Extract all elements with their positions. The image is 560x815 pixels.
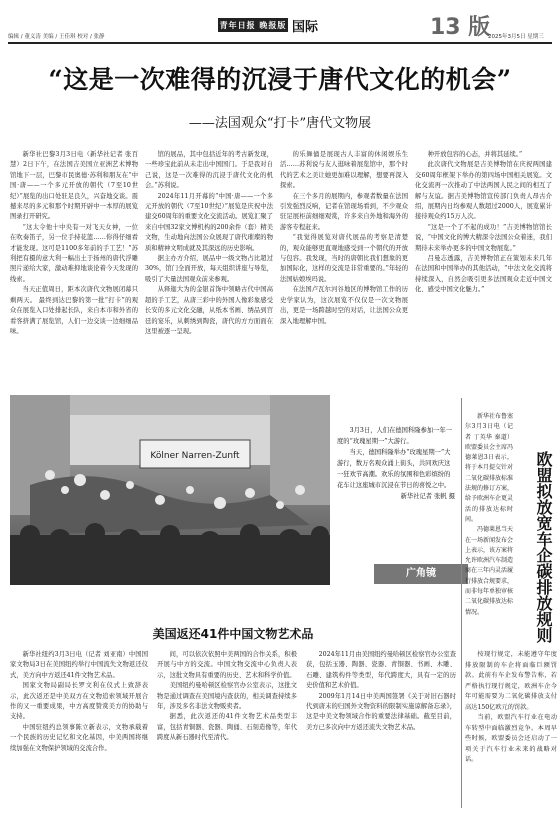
section-name: 国际 xyxy=(292,20,319,35)
page-header xyxy=(8,6,552,40)
article2-column-3 xyxy=(306,650,456,810)
paragraph: 2024年11月由美国纽约曼哈顿区检察官办公室查获，包括玉器、陶器、瓷器、青铜器、书画、木雕、石雕、建筑构件等类型，年代跨度大，具有一定的历史价值和艺术价值。 xyxy=(306,651,456,690)
paragraph: 美国纽约曼哈顿区检察官办公室表示，这批文物是通过调查在美国境内查获的，相关调查持续多年，涉及多名非法文物贩卖者。 xyxy=(157,682,297,711)
caption-line: 当天，德国科隆举办“玫瑰星期一”大游行，数万名观众涌上街头，共同欢庆这一狂欢节高潮。欢乐的氛围和色彩缤纷的花车让这座城市沉浸在节日的喜悦之中。 xyxy=(337,449,451,489)
caption-line: 3月3日，人们在德国科隆参加一年一度的“玫瑰星期一”大游行。 xyxy=(337,427,453,445)
lead-column-4 xyxy=(415,150,552,385)
column-tag: 广角镜 xyxy=(374,564,468,584)
paragraph: 据主办方介绍，展品中一级文物占比超过30%，馆门全面开放，每天组织讲座与导览，吸引了大量法国观众前来参观。 xyxy=(145,255,273,283)
paragraph: 此次唐代文物展是吉美博物馆在庆祝两国建交60周年框架下举办的第四场中国相关展览。文化交流再一次推动了中法两国人民之间的相互了解与友谊。据吉美博物馆宣传部门负责人昂古介绍，展期内日均参观人数超过2000人，展览累计接待观众约15万人次。 xyxy=(415,161,552,221)
paragraph: 种开放包容的心态，并将其延续。” xyxy=(427,151,523,158)
paragraph: 新华社纽约3月3日电（记者 刘亚南）中国国家文物局3日在美国纽约举行中国流失文物返还仪式，美方向中方返还41件文物艺术品。 xyxy=(10,651,148,679)
paragraph: 2009年1月14日中美两国签署《关于对旧石器时代到唐末的归国外文物资料的限制实施谅解备忘录》，这是中美文物领域合作的重要法律基础。截至目前，美方已多次向中方返还流失文物艺术品。 xyxy=(306,692,456,731)
lead-column-3 xyxy=(280,150,408,385)
paragraph: 的乐舞俑是展现古人丰富的休闲娱乐生活……苏利说与友人逛咏着展览馆中，那个时代的艺术之美让她更加难以理解，想要再深入探索。 xyxy=(280,151,408,190)
lead-column-2 xyxy=(145,150,273,385)
paragraph: 中国驻纽约总领事陈立新表示，文物承载着一个民族的历史记忆和文化基因，中美两国将继续加强在文物保护领域的交流合作。 xyxy=(10,723,148,752)
paragraph: 当前，欧盟汽车行业在电动车转型中面临激烈竞争。本周早些时候，欧盟委员会还启动了一项关于汽车行业未来的战略对话。 xyxy=(465,714,557,763)
side-article-column xyxy=(465,412,513,618)
paragraph: 在法国卢瓦尔河谷地区的博物馆工作的历史学家认为，这次展览不仅仅是一次文物展出，更是一场跨越时空的对话，让法国公众更深入地理解中国。 xyxy=(280,286,408,325)
issue-date: 2025年3月5日 星期三 xyxy=(488,34,544,40)
lead-column-1 xyxy=(10,150,138,385)
header-rule xyxy=(8,42,552,44)
paragraph: 冯德莱恩当天在一场新闻发布会上表示，该方案将允许欧洲汽车制造商在三年内灵活履行排放合规要求，而非每年单独审核二氧化碳排放达标情况。 xyxy=(465,526,513,616)
article2-column-2 xyxy=(157,650,297,810)
editors-line: 编辑 / 董义涛 美编 / 王佳琪 校对 / 张静 xyxy=(8,34,105,40)
side-headline: 欧盟拟放宽车企碳排放规则 xyxy=(534,451,553,643)
paragraph: 国家文物局副局长罗文利在仪式上致辞表示，此次返还是中美双方在文物追索领域开展合作的又一重要成果，中方高度赞赏美方的协助与支持。 xyxy=(10,682,148,721)
paragraph: 从释迦大为的金银首饰中领略古代中国高超的手工艺，从唐三彩中的外国人像彩象感受长安的多元文化交融，从纸本书画、绣品到宫廷的宴乐，从刺绣到陶瓷，唐代的方方面面在这里被逐一呈现。 xyxy=(145,286,273,335)
paragraph: 新华社巴黎3月3日电（新华社记者 张百慧）2日下午，在法国吉美国立亚洲艺术博物馆地下一层，巴黎市民奥德·苏利和朋友在“中国·唐——一个多元开放的朝代（7至10世纪）”展览的出口处驻足良久，兴奋地交谈。震撼来尽的多元和那个时期开辟中一本厚的展览图录打开研究。 xyxy=(10,151,138,221)
paragraph: 馆的展品，其中包括近年的考古新发现，一些珍宝此前从未走出中国国门。于是我对自己说，这是一次难得的沉浸于唐代文化的机会。”苏利说。 xyxy=(145,151,273,190)
photo-caption xyxy=(337,425,455,502)
paragraph: 按现行规定，未能遵守年度排放限制的车企将面临巨额罚款。此前有车企发布警告称，若严格执行现行规定，欧洲车企今年可能需要为二氧化碳排放支付高达150亿欧元的罚款。 xyxy=(465,651,557,711)
paragraph: “我觉得展览对唐代展品的考察是清楚的，观众能够更直观地感受到一个朝代的开放与包容。我发现，当时的唐朝比我们想象的更加国际化，这样的交流是非常重要的。”年轻的法国姑娘埃玛说。 xyxy=(280,234,408,283)
paragraph: 在三个多月的展期内，参观者数量在法国引发强烈反响，记者在馆现场看到，不少观众驻足展柜前细细观赏，许多来自外地和海外的游客专程赶来。 xyxy=(280,192,408,231)
article2-column-1 xyxy=(10,650,148,810)
paragraph: 2024年11月开幕的“中国·唐——一个多元开放的朝代（7至10世纪）”展览是庆祝中法建交60周年的重要文化交流活动。展览汇聚了来自中国32家文博机构的200余件（套）精美文物，生动地向法国公众展现了唐代璀璨的物质和精神文明成就及其深远的历史影响。 xyxy=(145,192,273,252)
paragraph: 当天正值周日，距本次唐代文物展闭幕只剩两天。 最终到达巴黎的第一批“打卡”的观众在展览入口处排起长队，来自本市和外省的看客挤满了展览馆，人们一边交谈一边细细品味。 xyxy=(10,286,138,335)
page-number: 13 版 xyxy=(430,15,491,40)
parade-illustration xyxy=(10,395,330,585)
paragraph: “这是一个了不起的成功！”吉美博物馆馆长说，“中国文化的博大精深令法国公众着迷，我们期待未来举办更多的中国文物展览。” xyxy=(415,223,552,252)
paragraph: 间，可以依次依照中美两国的合作关系，积极开展与中方的交流。中国文物交流中心负责人表示，这批文物具有重要的历史、艺术和科学价值。 xyxy=(157,651,297,679)
paragraph: 据悉，此次返还的41件文物艺术品类型丰富，包括青铜器、瓷器、陶俑、石刻造像等，年代跨度从新石器时代至清代。 xyxy=(157,713,297,742)
side-article-continued xyxy=(465,650,557,766)
lead-headline: “这是一次难得的沉浸于唐代文化的机会” xyxy=(48,65,512,94)
newspaper-logo: 青年日报 晚报版 xyxy=(219,20,287,30)
carnival-parade-photo xyxy=(10,395,330,585)
paragraph: “这太令他十中央有一对飞天女神，一位在吹奏笛子，另一位手持花篮……你得仔细看才能发现。这可是1100多年前的手工艺！”苏利把有摄的意大利一幅出土于扬州的唐代浮雕照片递给大家，激动难抑地谈论着今天发现的线索。 xyxy=(10,223,138,283)
paragraph: 吕曼志透露，吉美博物馆正在策划未来几年在法国和中国举办的其他活动，“中法文化交流将持续深入，自然会吸引更多法国观众走近中国文化、感受中国文化魅力。” xyxy=(415,255,552,294)
float-banner-text: Kölner Narren-Zunft xyxy=(150,451,240,461)
lead-subheadline: ——法国观众“打卡”唐代文物展 xyxy=(188,116,372,131)
side-divider xyxy=(461,398,462,808)
caption-credit: 新华社记者 张帆 摄 xyxy=(400,493,455,500)
paragraph: 新华社布鲁塞尔3月3日电（记者 丁英华 秦道）欧盟委员会主席冯德莱恩3日表示，将于本月提交针对二氧化碳排放标准法规的修订方案，给予欧洲车企更灵活的排放达标时间。 xyxy=(465,413,513,523)
article2-headline: 美国返还41件中国文物艺术品 xyxy=(152,627,314,641)
